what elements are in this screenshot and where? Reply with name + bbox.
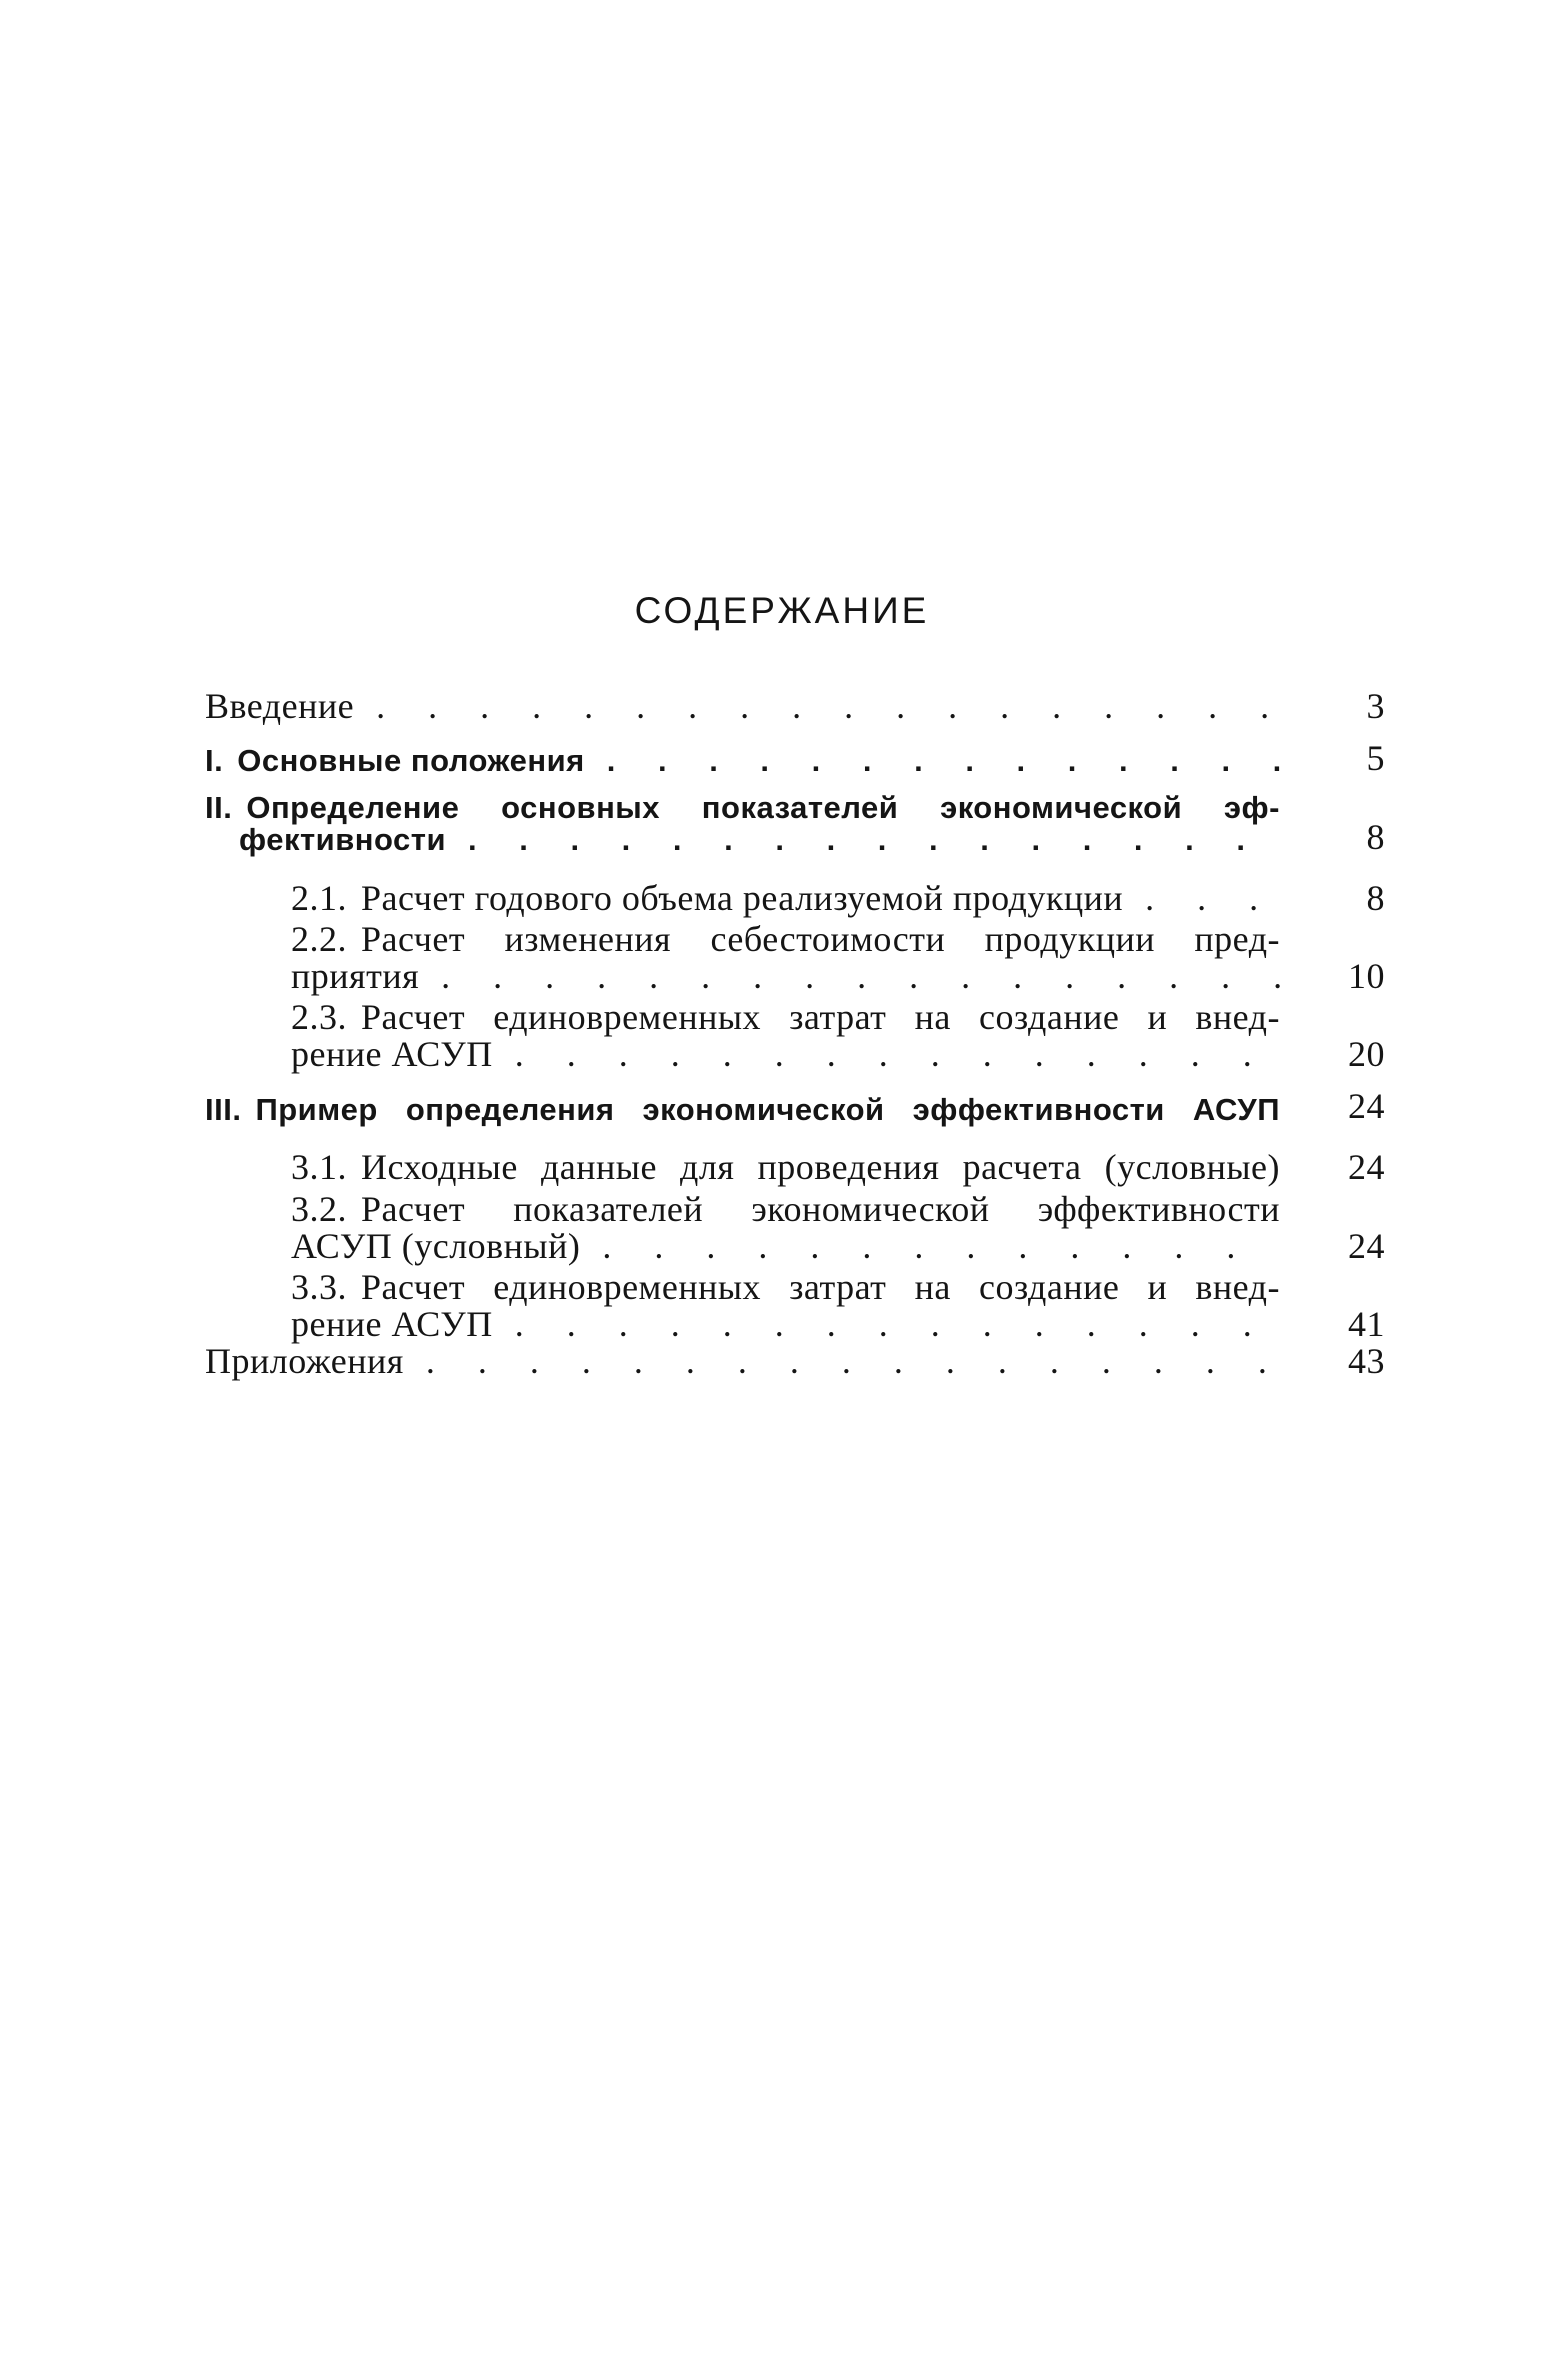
toc-entry-title-line-2: АСУП (условный) — [291, 1225, 581, 1266]
toc-page-number: 41 — [1348, 1303, 1385, 1344]
toc-entry-title: Расчет годового объема реализуемой продукции — [361, 878, 1124, 918]
toc-entry-title-line-2: приятия — [291, 956, 420, 997]
toc-entry-number: I. — [205, 743, 224, 779]
toc-entry-number: 2.3. — [291, 997, 347, 1038]
toc-entry-chapter-1[interactable] — [205, 740, 1385, 777]
toc-entry-number: 2.2. — [291, 919, 347, 960]
dot-leader — [607, 745, 1280, 777]
toc-entry-number: 3.1. — [291, 1147, 347, 1188]
toc-entry-number: III. — [205, 1091, 242, 1127]
toc-page-number: 3 — [1366, 686, 1385, 726]
toc-entry-title-line-1: Расчет единовременных затрат на создание и внед- — [361, 1266, 1280, 1307]
toc-page-number: 10 — [1348, 956, 1385, 997]
dot-leader — [468, 824, 1280, 856]
dot-leader — [426, 1343, 1280, 1380]
dot-leader — [1145, 880, 1280, 917]
toc-entry-title: Исходные данные для проведения расчета (условные) — [361, 1147, 1280, 1188]
toc-entry-intro[interactable] — [205, 688, 1385, 725]
toc-entry-title: Введение — [205, 686, 355, 726]
toc-page-number: 8 — [1366, 816, 1385, 857]
toc-entry-number: 3.3. — [291, 1266, 347, 1307]
dot-leader — [441, 958, 1280, 995]
toc-entry-number: 2.1. — [291, 878, 347, 918]
toc-entry-title: Приложения — [205, 1340, 404, 1381]
toc-entry-title: Пример определения экономической эффективности АСУП — [255, 1091, 1280, 1127]
page-title: СОДЕРЖАНИЕ — [634, 590, 930, 631]
toc-entry-appendix[interactable] — [205, 1340, 1385, 1381]
dot-leader — [515, 1036, 1280, 1073]
toc-page-number: 8 — [1366, 878, 1385, 918]
toc-page-number: 24 — [1348, 1086, 1385, 1127]
toc-entry-title-line-1: Расчет изменения себестоимости продукции пред- — [361, 919, 1280, 960]
toc-entry-chapter-2[interactable] — [205, 792, 1385, 856]
toc-page-number: 43 — [1348, 1340, 1385, 1381]
toc-entry-title-line-2: рение АСУП — [291, 1303, 493, 1344]
toc-entry-number: 3.2. — [291, 1188, 347, 1229]
toc-entry-title-line-1: Определение основных показателей экономической эф- — [246, 790, 1280, 826]
toc-page-number: 24 — [1348, 1225, 1385, 1266]
toc-page-number: 24 — [1348, 1147, 1385, 1188]
toc-entry-section-3-3[interactable] — [205, 1266, 1385, 1344]
toc-entry-section-2-1[interactable] — [205, 880, 1385, 917]
dot-leader — [602, 1228, 1280, 1265]
table-of-contents — [205, 688, 1385, 1380]
dot-leader — [515, 1306, 1280, 1343]
toc-entry-section-2-2[interactable] — [205, 921, 1385, 995]
toc-entry-title: Основные положения — [237, 743, 585, 779]
toc-entry-title-line-1: Расчет показателей экономической эффективности — [361, 1188, 1280, 1229]
toc-entry-number: II. — [205, 790, 233, 826]
toc-entry-section-3-2[interactable] — [205, 1188, 1385, 1266]
toc-page-number: 5 — [1366, 738, 1385, 779]
toc-page-number: 20 — [1348, 1034, 1385, 1075]
toc-entry-chapter-3[interactable] — [205, 1088, 1385, 1125]
toc-entry-title-line-2: рение АСУП — [291, 1034, 493, 1075]
dot-leader — [376, 688, 1280, 725]
toc-entry-title-line-1: Расчет единовременных затрат на создание и внед- — [361, 997, 1280, 1038]
toc-entry-section-2-3[interactable] — [205, 999, 1385, 1073]
toc-entry-section-3-1[interactable] — [205, 1149, 1385, 1186]
toc-entry-title-line-2: фективности — [239, 822, 446, 858]
